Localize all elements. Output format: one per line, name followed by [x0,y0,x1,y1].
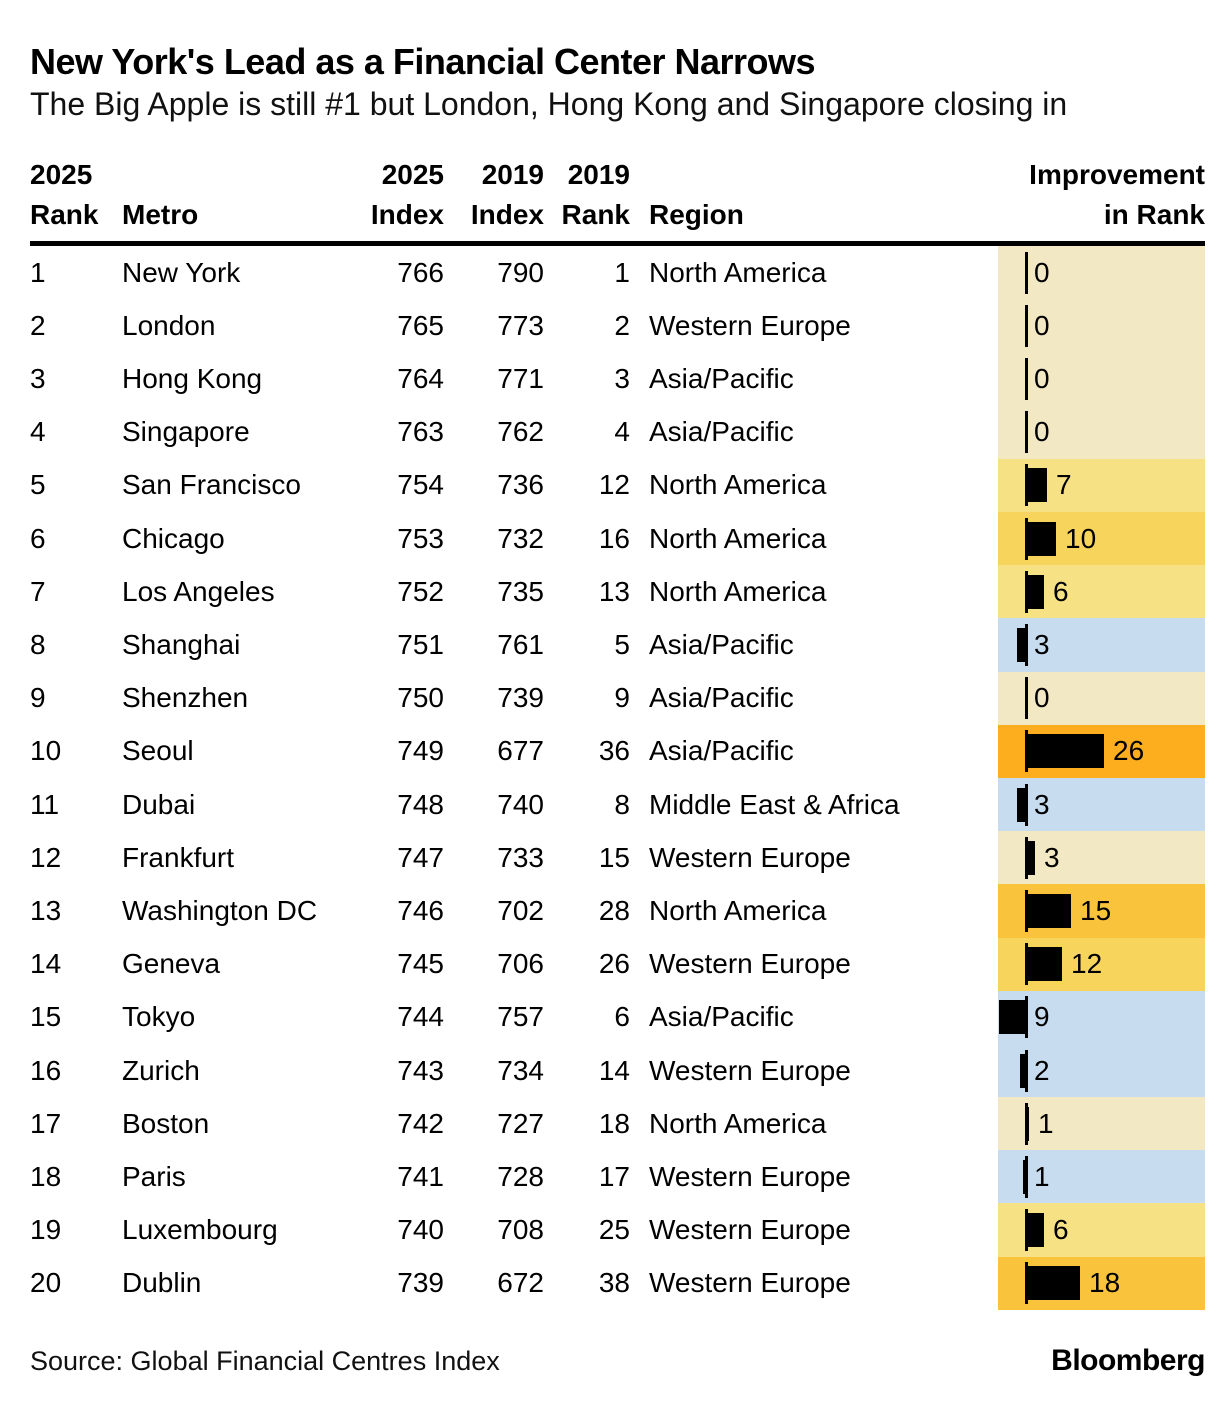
cell-region: North America [649,522,827,554]
table-row [30,1044,1205,1097]
cell-rank-2019: 18 [598,1107,630,1139]
improvement-value: 7 [1056,469,1072,501]
improvement-bar [1020,1054,1026,1088]
improvement-cell [998,1044,1205,1097]
cell-index-2025: 751 [397,629,444,661]
improvement-cell [998,725,1205,778]
cell-index-2019: 739 [497,682,544,714]
table-row [30,991,1205,1044]
cell-index-2025: 744 [397,1001,444,1033]
cell-rank-2019: 15 [598,841,630,873]
cell-rank-2019: 13 [598,575,630,607]
cell-metro: Chicago [122,522,225,554]
chart-page [0,42,1232,1378]
table-row [30,1257,1205,1310]
baseline-tick [1025,411,1028,453]
cell-rank-2019: 1 [614,256,630,288]
cell-metro: San Francisco [122,469,301,501]
table-row [30,672,1205,725]
cell-region: Western Europe [649,1214,851,1246]
cell-rank-2025: 12 [30,841,62,873]
table-row [30,1150,1205,1203]
improvement-cell [998,459,1205,512]
cell-rank-2025: 15 [30,1001,62,1033]
improvement-cell [998,1150,1205,1203]
cell-rank-2019: 26 [598,948,630,980]
improvement-bar [1017,788,1026,822]
cell-metro: Paris [122,1160,186,1192]
cell-rank-2025: 2 [30,309,46,341]
cell-rank-2025: 9 [30,682,46,714]
table-row [30,565,1205,618]
cell-region: Western Europe [649,1267,851,1299]
cell-index-2019: 708 [497,1214,544,1246]
cell-region: North America [649,575,827,607]
cell-index-2025: 766 [397,256,444,288]
cell-region: Asia/Pacific [649,1001,794,1033]
cell-metro: New York [122,256,241,288]
cell-region: Western Europe [649,309,851,341]
table-row [30,512,1205,565]
cell-metro: Shanghai [122,629,241,661]
cell-rank-2019: 5 [614,629,630,661]
improvement-value: 18 [1089,1267,1121,1299]
improvement-cell [998,1203,1205,1256]
improvement-bar [1026,734,1104,768]
improvement-value: 9 [1034,1001,1050,1033]
cell-rank-2019: 14 [598,1054,630,1086]
column-header-index-2025: 2025 Index [370,159,444,231]
improvement-bar [1026,522,1056,556]
improvement-bar [1017,628,1026,662]
cell-index-2019: 757 [497,1001,544,1033]
cell-metro: Luxembourg [122,1214,278,1246]
column-header-rank-2019: 2019 Rank [561,159,630,231]
cell-index-2025: 754 [397,469,444,501]
cell-region: Asia/Pacific [649,416,794,448]
cell-index-2019: 728 [497,1160,544,1192]
cell-region: Asia/Pacific [649,629,794,661]
improvement-cell [998,1257,1205,1310]
improvement-cell [998,938,1205,991]
improvement-cell [998,512,1205,565]
improvement-bar [1026,575,1044,609]
cell-index-2019: 672 [497,1267,544,1299]
cell-index-2019: 771 [497,363,544,395]
cell-index-2025: 750 [397,682,444,714]
cell-rank-2019: 6 [614,1001,630,1033]
cell-index-2019: 761 [497,629,544,661]
table-row [30,725,1205,778]
cell-metro: Geneva [122,948,221,980]
cell-index-2019: 740 [497,788,544,820]
cell-region: Middle East & Africa [649,788,900,820]
bloomberg-logo: Bloomberg [1051,1343,1205,1377]
improvement-bar [999,1000,1026,1034]
cell-index-2019: 732 [497,522,544,554]
improvement-value: 10 [1065,522,1097,554]
cell-region: North America [649,256,827,288]
improvement-cell [998,831,1205,884]
table-row [30,246,1205,299]
cell-metro: Zurich [122,1054,200,1086]
cell-index-2025: 748 [397,788,444,820]
cell-region: Western Europe [649,1160,851,1192]
cell-region: Western Europe [649,948,851,980]
table-header [30,155,1205,235]
cell-index-2019: 733 [497,841,544,873]
source-note: Source: Global Financial Centres Index [30,1345,500,1376]
column-header-improvement: Improvement in Rank [1029,159,1205,231]
cell-rank-2025: 6 [30,522,46,554]
cell-metro: Los Angeles [122,575,275,607]
cell-index-2019: 735 [497,575,544,607]
table-row [30,618,1205,671]
cell-rank-2025: 8 [30,629,46,661]
cell-index-2025: 765 [397,309,444,341]
table-row [30,1097,1205,1150]
cell-region: Asia/Pacific [649,363,794,395]
cell-index-2025: 739 [397,1267,444,1299]
cell-rank-2025: 4 [30,416,46,448]
improvement-value: 12 [1071,948,1103,980]
footer [30,1344,1205,1378]
cell-metro: Hong Kong [122,363,263,395]
improvement-cell [998,246,1205,299]
improvement-bar [1026,1266,1080,1300]
improvement-value: 2 [1034,1054,1050,1086]
cell-metro: Shenzhen [122,682,249,714]
cell-region: North America [649,894,827,926]
cell-rank-2019: 25 [598,1214,630,1246]
cell-rank-2025: 14 [30,948,62,980]
cell-rank-2019: 12 [598,469,630,501]
improvement-cell [998,991,1205,1044]
improvement-value: 1 [1038,1107,1054,1139]
table-row [30,299,1205,352]
column-header-metro: Metro [122,199,199,231]
improvement-cell [998,618,1205,671]
cell-index-2025: 740 [397,1214,444,1246]
cell-region: North America [649,469,827,501]
baseline-tick [1025,358,1028,400]
improvement-value: 0 [1034,363,1050,395]
improvement-bar [1026,894,1071,928]
cell-metro: Boston [122,1107,210,1139]
improvement-bar [1026,947,1062,981]
cell-region: Western Europe [649,841,851,873]
improvement-value: 0 [1034,682,1050,714]
cell-index-2025: 764 [397,363,444,395]
cell-index-2019: 706 [497,948,544,980]
cell-rank-2025: 16 [30,1054,62,1086]
baseline-tick [1025,252,1028,294]
cell-metro: Seoul [122,735,194,767]
improvement-cell [998,352,1205,405]
improvement-value: 6 [1053,575,1069,607]
baseline-tick [1025,677,1028,719]
cell-rank-2019: 17 [598,1160,630,1192]
cell-index-2025: 743 [397,1054,444,1086]
cell-index-2019: 762 [497,416,544,448]
cell-region: North America [649,1107,827,1139]
improvement-cell [998,406,1205,459]
cell-index-2025: 746 [397,894,444,926]
cell-rank-2019: 3 [614,363,630,395]
cell-rank-2019: 4 [614,416,630,448]
table-row [30,352,1205,405]
cell-rank-2025: 18 [30,1160,62,1192]
column-header-index-2019: 2019 Index [470,159,544,231]
improvement-value: 26 [1113,735,1145,767]
cell-index-2019: 736 [497,469,544,501]
cell-index-2019: 702 [497,894,544,926]
cell-index-2025: 747 [397,841,444,873]
table-row [30,459,1205,512]
cell-metro: Washington DC [122,894,318,926]
baseline-tick [1025,305,1028,347]
cell-region: Asia/Pacific [649,682,794,714]
cell-rank-2025: 13 [30,894,62,926]
cell-metro: Dubai [122,788,196,820]
improvement-cell [998,672,1205,725]
improvement-cell [998,884,1205,937]
improvement-value: 15 [1080,894,1112,926]
cell-index-2025: 745 [397,948,444,980]
improvement-value: 0 [1034,309,1050,341]
cell-rank-2019: 9 [614,682,630,714]
column-header-rank-2025: 2025 Rank [30,159,99,231]
table-row [30,938,1205,991]
improvement-cell [998,565,1205,618]
cell-rank-2025: 5 [30,469,46,501]
improvement-cell [998,299,1205,352]
cell-metro: London [122,309,216,341]
cell-rank-2025: 11 [30,788,60,820]
improvement-value: 6 [1053,1214,1069,1246]
improvement-value: 3 [1044,841,1060,873]
cell-rank-2019: 16 [598,522,630,554]
table-row [30,778,1205,831]
table-rows [30,246,1205,1310]
improvement-cell [998,1097,1205,1150]
improvement-bar [1026,1107,1029,1141]
improvement-bar [1023,1160,1026,1194]
cell-rank-2025: 3 [30,363,46,395]
improvement-value: 0 [1034,256,1050,288]
cell-metro: Tokyo [122,1001,196,1033]
cell-region: Western Europe [649,1054,851,1086]
improvement-cell [998,778,1205,831]
cell-index-2025: 763 [397,416,444,448]
cell-rank-2019: 2 [614,309,630,341]
cell-index-2025: 752 [397,575,444,607]
table-row [30,831,1205,884]
cell-rank-2025: 20 [30,1267,62,1299]
cell-index-2019: 734 [497,1054,544,1086]
cell-index-2019: 677 [497,735,544,767]
cell-rank-2025: 19 [30,1214,62,1246]
improvement-value: 1 [1034,1160,1050,1192]
cell-index-2019: 773 [497,309,544,341]
cell-region: Asia/Pacific [649,735,794,767]
cell-index-2025: 742 [397,1107,444,1139]
chart-title: New York's Lead as a Financial Center Narrows [30,41,816,82]
cell-metro: Frankfurt [122,841,235,873]
improvement-value: 3 [1034,788,1050,820]
table-row [30,884,1205,937]
cell-rank-2019: 28 [598,894,630,926]
improvement-value: 0 [1034,416,1050,448]
cell-rank-2019: 36 [598,735,630,767]
cell-index-2025: 749 [397,735,444,767]
improvement-bar [1026,841,1035,875]
cell-index-2019: 727 [497,1107,544,1139]
improvement-bar [1026,468,1047,502]
cell-rank-2019: 38 [598,1267,630,1299]
cell-rank-2025: 17 [30,1107,62,1139]
table-row [30,406,1205,459]
cell-metro: Dublin [122,1267,202,1299]
column-header-region: Region [649,199,744,231]
cell-rank-2025: 7 [30,575,46,607]
cell-index-2019: 790 [497,256,544,288]
cell-index-2025: 753 [397,522,444,554]
cell-index-2025: 741 [397,1160,444,1192]
cell-rank-2025: 1 [30,256,46,288]
cell-rank-2019: 8 [614,788,630,820]
table-row [30,1203,1205,1256]
improvement-value: 3 [1034,629,1050,661]
cell-metro: Singapore [122,416,250,448]
cell-rank-2025: 10 [30,735,62,767]
chart-subtitle: The Big Apple is still #1 but London, Hong Kong and Singapore closing in [30,86,1068,123]
improvement-bar [1026,1213,1044,1247]
